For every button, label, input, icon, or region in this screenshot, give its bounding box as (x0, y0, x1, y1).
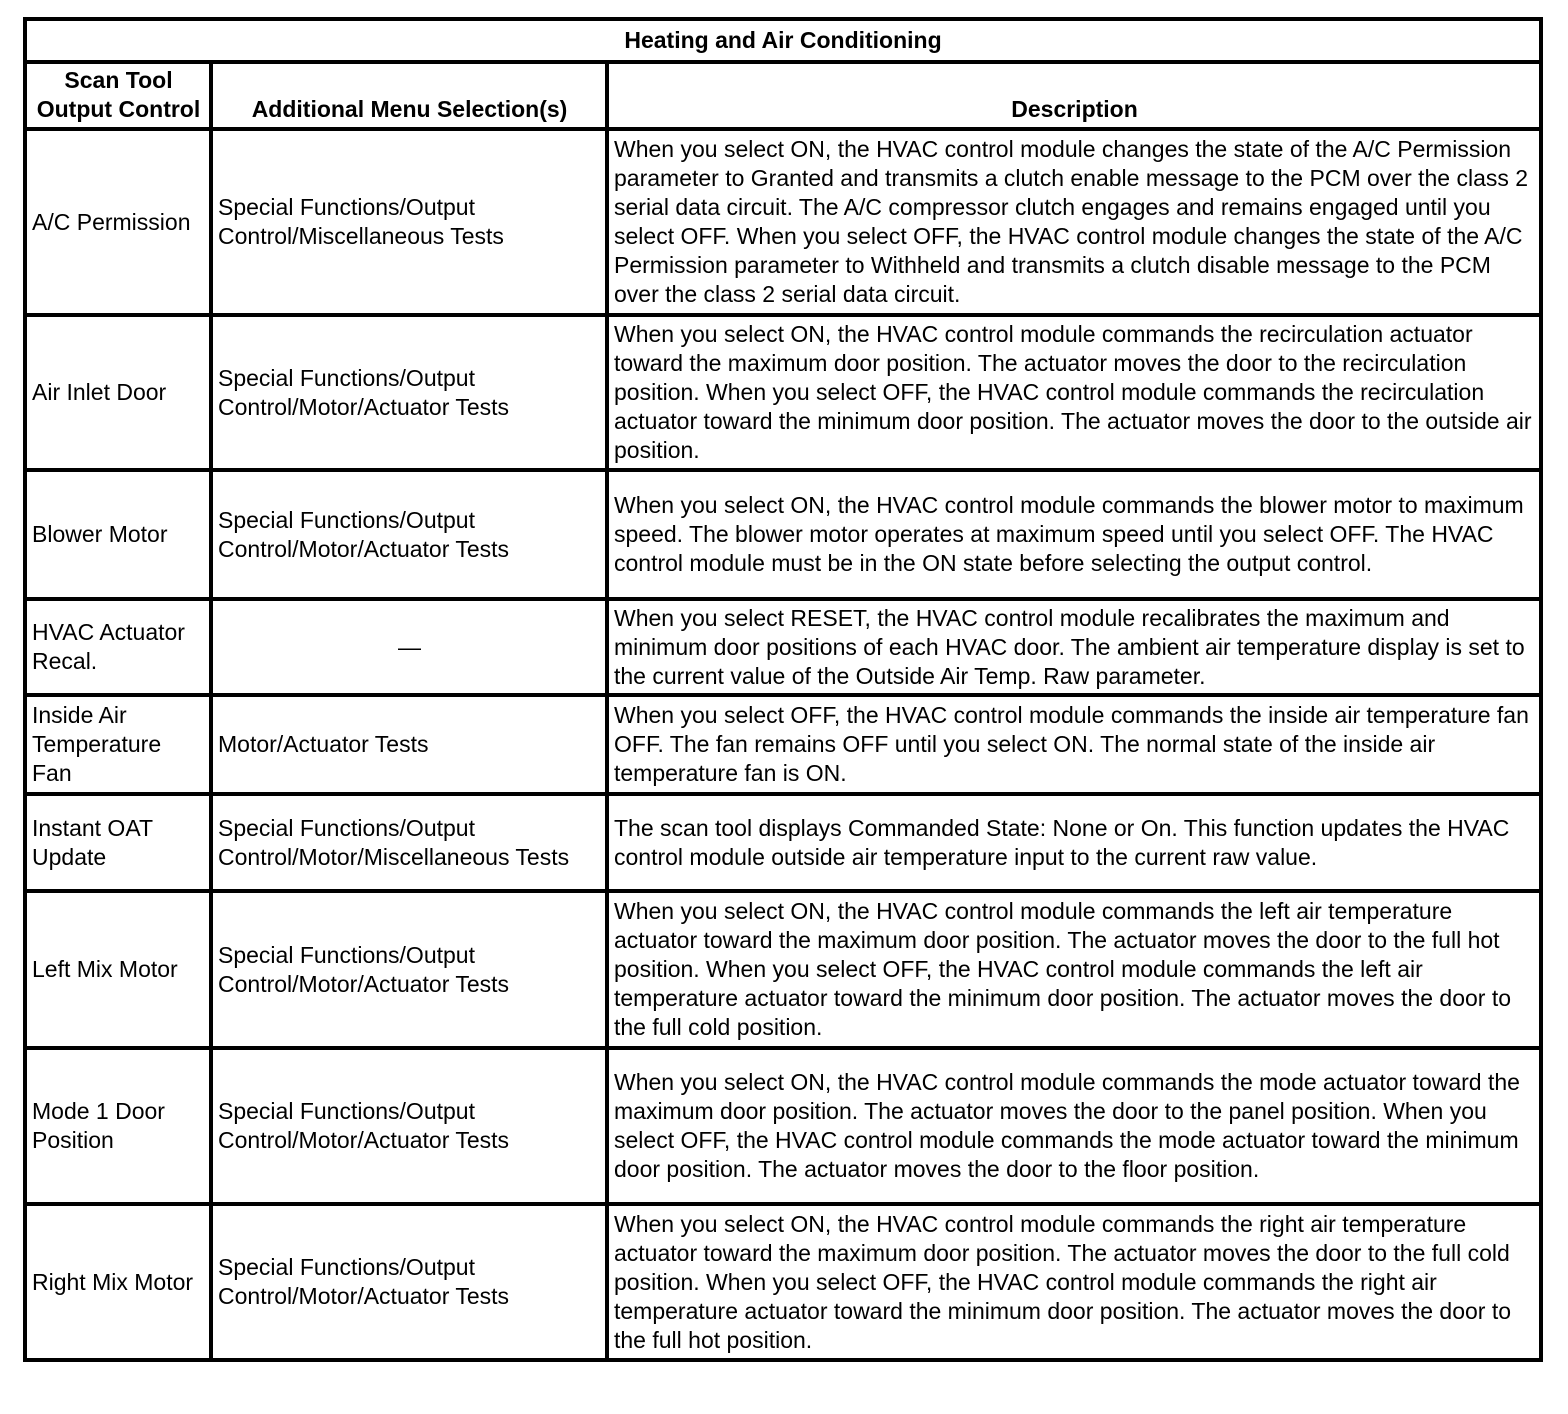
table-row (25, 794, 1541, 891)
menu-selection: Motor/Actuator Tests (211, 695, 607, 794)
menu-selection: Special Functions/Output Control/Motor/Actuator Tests (211, 891, 607, 1048)
control-name: HVAC Actuator Recal. (25, 599, 211, 695)
table-row (25, 1204, 1541, 1360)
control-name: Inside Air Temperature Fan (25, 695, 211, 794)
table-row (25, 129, 1541, 315)
table-header-row (25, 62, 1541, 129)
table-row (25, 891, 1541, 1048)
control-name: A/C Permission (25, 129, 211, 315)
hvac-output-control-table (23, 17, 1543, 1362)
table-row (25, 695, 1541, 794)
menu-selection: Special Functions/Output Control/Miscellaneous Tests (211, 129, 607, 315)
control-name: Right Mix Motor (25, 1204, 211, 1360)
description: When you select ON, the HVAC control module commands the left air temperature actuator toward the maximum door position. The actuator moves the door to the full hot position. When you select OFF, the HVAC control module commands the left air temperature actuator toward the minimum door position. The actuator moves the door to the full cold position. (607, 891, 1541, 1048)
menu-selection: Special Functions/Output Control/Motor/Actuator Tests (211, 470, 607, 599)
description: The scan tool displays Commanded State: None or On. This function updates the HVAC control module outside air temperature input to the current raw value. (607, 794, 1541, 891)
header-description: Description (607, 62, 1541, 129)
menu-selection: — (211, 599, 607, 695)
menu-selection: Special Functions/Output Control/Motor/Miscellaneous Tests (211, 794, 607, 891)
description: When you select RESET, the HVAC control module recalibrates the maximum and minimum door positions of each HVAC door. The ambient air temperature display is set to the current value of the Outside Air Temp. Raw parameter. (607, 599, 1541, 695)
description: When you select OFF, the HVAC control module commands the inside air temperature fan OFF. The fan remains OFF until you select ON. The normal state of the inside air temperature fan is ON. (607, 695, 1541, 794)
description: When you select ON, the HVAC control module commands the mode actuator toward the maximum door position. The actuator moves the door to the panel position. When you select OFF, the HVAC control module commands the mode actuator toward the minimum door position. The actuator moves the door to the floor position. (607, 1048, 1541, 1204)
menu-selection: Special Functions/Output Control/Motor/Actuator Tests (211, 315, 607, 470)
header-scan-tool-output-control: Scan Tool Output Control (25, 62, 211, 129)
table-row (25, 599, 1541, 695)
table-title: Heating and Air Conditioning (25, 19, 1541, 62)
control-name: Air Inlet Door (25, 315, 211, 470)
control-name: Left Mix Motor (25, 891, 211, 1048)
menu-selection: Special Functions/Output Control/Motor/Actuator Tests (211, 1204, 607, 1360)
control-name: Instant OAT Update (25, 794, 211, 891)
control-name: Blower Motor (25, 470, 211, 599)
description: When you select ON, the HVAC control module commands the right air temperature actuator toward the maximum door position. The actuator moves the door to the full cold position. When you select OFF, the HVAC control module commands the right air temperature actuator toward the minimum door position. The actuator moves the door to the full hot position. (607, 1204, 1541, 1360)
header-additional-menu-selections: Additional Menu Selection(s) (211, 62, 607, 129)
table-row (25, 1048, 1541, 1204)
description: When you select ON, the HVAC control module commands the blower motor to maximum speed. The blower motor operates at maximum speed until you select OFF. The HVAC control module must be in the ON state before selecting the output control. (607, 470, 1541, 599)
description: When you select ON, the HVAC control module changes the state of the A/C Permission parameter to Granted and transmits a clutch enable message to the PCM over the class 2 serial data circuit. The A/C compressor clutch engages and remains engaged until you select OFF. When you select OFF, the HVAC control module changes the state of the A/C Permission parameter to Withheld and transmits a clutch disable message to the PCM over the class 2 serial data circuit. (607, 129, 1541, 315)
description: When you select ON, the HVAC control module commands the recirculation actuator toward the maximum door position. The actuator moves the door to the recirculation position. When you select OFF, the HVAC control module commands the recirculation actuator toward the minimum door position. The actuator moves the door to the outside air position. (607, 315, 1541, 470)
menu-selection: Special Functions/Output Control/Motor/Actuator Tests (211, 1048, 607, 1204)
table-row (25, 315, 1541, 470)
table-title-row (25, 19, 1541, 62)
table-row (25, 470, 1541, 599)
control-name: Mode 1 Door Position (25, 1048, 211, 1204)
